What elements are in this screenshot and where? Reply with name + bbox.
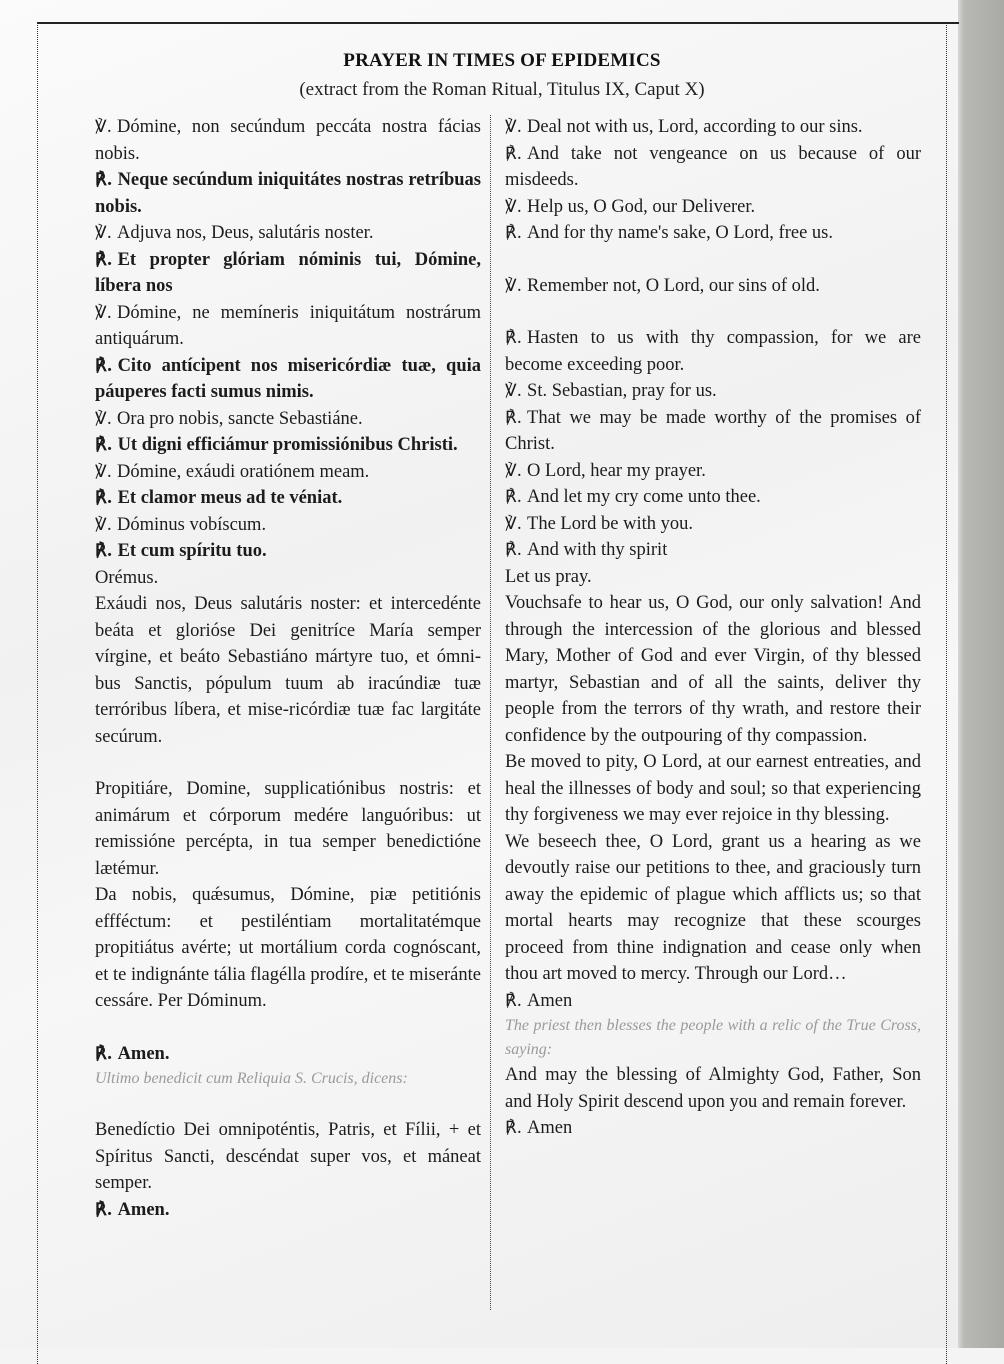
- line-text: Amen: [527, 990, 573, 1011]
- line-text: St. Sebastian, pray for us.: [527, 381, 717, 401]
- response-line: [505, 141, 921, 194]
- response-symbol-icon: ℟.: [95, 1043, 113, 1064]
- response-symbol-icon: ℟.: [95, 1199, 113, 1220]
- versicle-symbol-icon: ℣.: [505, 117, 523, 137]
- response-symbol-icon: ℟.: [505, 487, 523, 507]
- spacer: [95, 1091, 481, 1117]
- response-line: [95, 432, 481, 459]
- scanner-margin: [958, 0, 1004, 1348]
- line-text: Amen.: [117, 1199, 170, 1220]
- response-line: [505, 405, 921, 458]
- response-line: [505, 988, 921, 1015]
- response-line: [95, 485, 481, 512]
- versicle-line: [505, 511, 921, 538]
- response-line: [505, 537, 921, 564]
- line-text: Dómine, exáudi oratiónem meam.: [117, 461, 370, 482]
- response-symbol-icon: ℟.: [505, 143, 523, 164]
- versicle-line: [505, 378, 921, 405]
- line-text: Dómine, ne memíneris iniquitátum nostrárum antiquárum.: [95, 302, 481, 349]
- response-symbol-icon: ℟.: [505, 407, 523, 428]
- versicle-symbol-icon: ℣.: [505, 275, 523, 296]
- versicle-line: [95, 114, 481, 167]
- latin-column: [95, 114, 481, 1223]
- line-text: Neque secúndum iniquitátes nostras retríbuas nobis.: [95, 170, 481, 217]
- line-text: Amen: [527, 1118, 573, 1138]
- response-line: [505, 1115, 921, 1142]
- line-text: Cito antícipent nos misericórdiæ tuæ, quia páuperes facti sumus nimis.: [95, 355, 481, 402]
- versicle-symbol-icon: ℣.: [95, 223, 113, 243]
- rubric-instruction: Ultimo benedicit cum Reliquia S. Crucis, dicens:: [95, 1070, 408, 1087]
- response-line: [505, 484, 921, 511]
- line-text: And let my cry come unto thee.: [527, 487, 761, 507]
- response-line: [505, 220, 921, 247]
- line-text: That we may be made worthy of the promises of Christ.: [505, 407, 921, 454]
- spacer: [95, 1015, 481, 1041]
- line-text: Et propter glóriam nóminis tui, Dómine, líbera nos: [95, 249, 481, 296]
- response-symbol-icon: ℟.: [95, 249, 113, 270]
- versicle-line: [95, 300, 481, 353]
- versicle-line: [505, 114, 921, 141]
- response-line: [95, 247, 481, 300]
- versicle-symbol-icon: ℣.: [95, 408, 113, 429]
- versicle-symbol-icon: ℣.: [505, 196, 523, 217]
- line-text: Hasten to us with thy compassion, for we are become exceeding poor.: [505, 328, 921, 375]
- response-symbol-icon: ℟.: [505, 1118, 523, 1138]
- border-rule: [945, 22, 959, 24]
- line-text: Amen.: [117, 1043, 170, 1064]
- spacer: [505, 247, 921, 273]
- document-title: PRAYER IN TIMES OF EPIDEMICS: [343, 50, 661, 71]
- column-divider: [490, 115, 491, 1310]
- prayer-paragraph: We beseech thee, O Lord, grant us a hearing as we devoutly raise our petitions to thee, and graciously turn away the epidemic of plague which afflicts us; so that mortal hearts may recognize that these scourges proceed from thine indignation and cease only when thou art moved to mercy. Through our Lord…: [505, 831, 921, 984]
- prayer-paragraph: Orémus.: [95, 567, 159, 588]
- line-text: Et clamor meus ad te véniat.: [117, 488, 343, 508]
- response-symbol-icon: ℟.: [95, 435, 113, 455]
- versicle-symbol-icon: ℣.: [505, 513, 523, 534]
- response-line: [95, 353, 481, 406]
- prayer-paragraph: And may the blessing of Almighty God, Father, Son and Holy Spirit descend upon you and remain forever.: [505, 1065, 921, 1112]
- prayer-paragraph: Propitiáre, Domine, supplicatiónibus nostris: et animárum et córporum medére languóribus: ut remissióne percépta, in tua semper benedictióne lætémur.: [95, 779, 481, 879]
- versicle-line: [95, 220, 481, 247]
- versicle-symbol-icon: ℣.: [505, 381, 523, 401]
- versicle-line: [95, 459, 481, 486]
- response-symbol-icon: ℟.: [505, 990, 523, 1011]
- line-text: Deal not with us, Lord, according to our sins.: [527, 117, 863, 137]
- prayer-paragraph: Da nobis, quǽsumus, Dómine, piæ petitiónis effféctum: et pestiléntiam mortalitatémque propitiátus avérte; ut mortálium corda cognóscant, et te indignánte tália flagélla prodíre, et te miseránte cessáre. Per Dóminum.: [95, 885, 481, 1011]
- response-symbol-icon: ℟.: [505, 328, 523, 348]
- versicle-symbol-icon: ℣.: [95, 117, 113, 137]
- line-text: Et cum spíritu tuo.: [117, 541, 267, 561]
- english-column: [505, 114, 921, 1142]
- versicle-symbol-icon: ℣.: [505, 460, 523, 481]
- prayer-paragraph: Exáudi nos, Deus salutáris noster: et intercedénte beáta et glorióse Dei genitríce María semper vírgine, et beáto Sebastiáno mártyre tuo, et ómni-bus Sanctis, pópulum tuum ab iracúndiæ tuæ terróribus líbera, et mise-ricórdiæ tuæ fac largitáte secúrum.: [95, 594, 481, 747]
- line-text: The Lord be with you.: [527, 513, 693, 534]
- document-subtitle: (extract from the Roman Ritual, Titulus IX, Caput X): [299, 79, 705, 100]
- spacer: [505, 299, 921, 325]
- line-text: Ut digni efficiámur promissiónibus Christi.: [117, 435, 458, 455]
- response-line: [95, 538, 481, 565]
- prayer-paragraph: Benedíctio Dei omnipoténtis, Patris, et Fílii, + et Spíritus Sancti, descéndat super vos, et máneat semper.: [95, 1120, 481, 1193]
- line-text: And take not vengeance on us because of our misdeeds.: [505, 143, 921, 190]
- response-symbol-icon: ℟.: [505, 223, 523, 243]
- response-symbol-icon: ℟.: [95, 488, 113, 508]
- prayer-paragraph: Let us pray.: [505, 566, 592, 587]
- versicle-line: [505, 194, 921, 221]
- response-line: [505, 325, 921, 378]
- response-line: [95, 167, 481, 220]
- line-text: And for thy name's sake, O Lord, free us.: [527, 223, 833, 243]
- versicle-symbol-icon: ℣.: [95, 461, 113, 482]
- response-line: [95, 1041, 481, 1068]
- prayer-paragraph: Vouchsafe to hear us, O God, our only salvation! And through the intercession of the glorious and blessed Mary, Mother of God and ever Virgin, of thy blessed martyr, Sebastian and of all the saints, deliver thy people from the terrors of thy wrath, and restore their confidence by the outpouring of thy compassion.: [505, 593, 921, 746]
- response-symbol-icon: ℟.: [95, 541, 113, 561]
- line-text: Dómine, non secúndum peccáta nostra fácias nobis.: [95, 117, 481, 164]
- rubric-instruction: The priest then blesses the people with a relic of the True Cross, saying:: [505, 1017, 921, 1058]
- versicle-line: [505, 273, 921, 300]
- line-text: And with thy spirit: [527, 540, 668, 560]
- line-text: Help us, O God, our Deliverer.: [527, 196, 756, 217]
- versicle-symbol-icon: ℣.: [95, 514, 113, 535]
- line-text: Dóminus vobíscum.: [117, 514, 267, 535]
- line-text: Ora pro nobis, sancte Sebastiáne.: [117, 408, 363, 429]
- response-symbol-icon: ℟.: [95, 170, 113, 190]
- line-text: O Lord, hear my prayer.: [527, 460, 706, 481]
- line-text: Adjuva nos, Deus, salutáris noster.: [117, 223, 374, 243]
- versicle-line: [95, 512, 481, 539]
- versicle-line: [95, 406, 481, 433]
- response-symbol-icon: ℟.: [95, 355, 113, 376]
- versicle-symbol-icon: ℣.: [95, 302, 113, 323]
- line-text: Remember not, O Lord, our sins of old.: [527, 275, 820, 296]
- versicle-line: [505, 458, 921, 485]
- response-symbol-icon: ℟.: [505, 540, 523, 560]
- prayer-paragraph: Be moved to pity, O Lord, at our earnest entreaties, and heal the illnesses of body and soul; so that experiencing thy forgiveness we may ever rejoice in thy blessing.: [505, 752, 921, 825]
- spacer: [95, 750, 481, 776]
- response-line: [95, 1197, 481, 1224]
